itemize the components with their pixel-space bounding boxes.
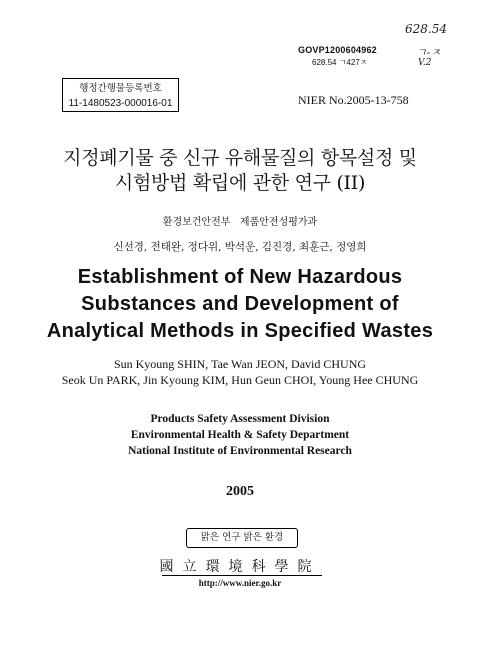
call-number-stamp: 628.54 ㄱ427ㅈ [312, 58, 368, 67]
division-name: Products Safety Assessment Division [150, 413, 330, 425]
handwritten-volume-mark: V.2 [418, 58, 432, 68]
korean-department: 환경보건안전부 제품안전성평가과 [162, 217, 318, 228]
govp-stamp: GOVP1200604962 [298, 45, 377, 55]
korean-title-line-1: 지정폐기물 중 신규 유해물질의 항목설정 및 [63, 147, 417, 169]
registration-number: 11-1480523-000016-01 [68, 98, 173, 109]
korean-title-line-2: 시험방법 확립에 관한 연구 (II) [114, 172, 366, 194]
registration-label: 행정간행물등록번호 [79, 83, 162, 94]
english-title-line-3: Analytical Methods in Specified Wastes [46, 320, 434, 342]
publication-year: 2005 [226, 484, 254, 499]
english-authors-line-2: Seok Un PARK, Jin Kyoung KIM, Hun Geun CHOI, Young Hee CHUNG [61, 373, 419, 387]
registration-box [62, 78, 179, 112]
handwritten-author-mark: ㄱ-ㅈ [416, 46, 441, 59]
institute-name-hanja: 國立環境科學院 [159, 559, 321, 575]
department-name: Environmental Health & Safety Department [130, 429, 350, 441]
institute-underline [162, 575, 322, 576]
english-authors-line-1: Sun Kyoung SHIN, Tae Wan JEON, David CHUNG [113, 357, 367, 371]
institute-slogan: 맑은 연구 밝은 환경 [186, 528, 298, 548]
institute-url[interactable]: http://www.nier.go.kr [198, 578, 282, 588]
handwritten-call-number: 628.54 [405, 22, 447, 36]
institute-english-name: National Institute of Environmental Research [128, 445, 352, 457]
english-title-line-1: Establishment of New Hazardous [77, 266, 403, 288]
korean-authors: 신선경, 전태완, 정다위, 박석운, 김진경, 최훈근, 정영희 [113, 241, 367, 253]
report-number: NIER No.2005-13-758 [298, 93, 409, 107]
english-title-line-2: Substances and Development of [81, 293, 399, 315]
